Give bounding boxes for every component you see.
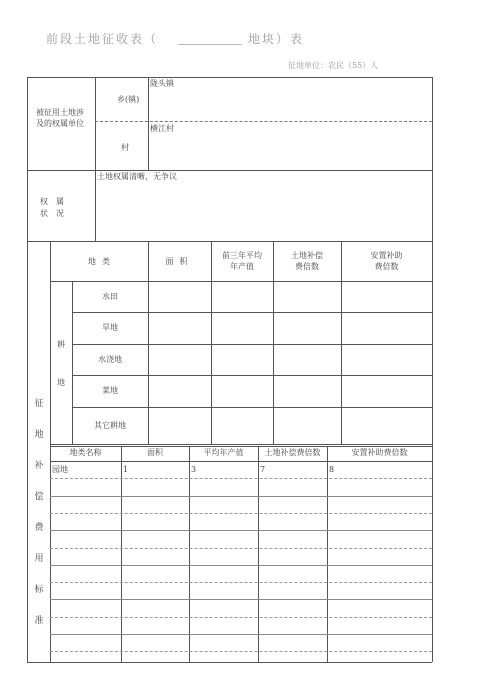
border-line (50, 565, 432, 566)
border-line (50, 634, 432, 635)
border-line (95, 77, 96, 241)
lower-table-cell: 8 (329, 465, 335, 474)
border-line (27, 662, 432, 663)
border-line (50, 651, 432, 652)
cultivated-label-2: 地 (57, 378, 65, 387)
owner-unit-label: 被征用土地涉及的权属单位 (36, 108, 84, 128)
lower-col-header: 安置补助费倍数 (351, 448, 408, 457)
cultivated-row-label: 旱地 (102, 323, 118, 332)
border-line (148, 77, 149, 170)
border-line (50, 530, 432, 531)
border-line (50, 548, 432, 549)
section-label-char: 偿 (34, 492, 44, 502)
col-header-land-type: 地类 (88, 257, 116, 266)
lower-col-header: 土地补偿费倍数 (264, 448, 321, 457)
section-label-char: 征 (34, 399, 44, 409)
title-underline (178, 44, 242, 45)
border-line (50, 446, 432, 447)
section-label-char: 准 (34, 616, 44, 626)
border-line (50, 496, 432, 497)
section-label-char: 标 (34, 585, 44, 595)
col-header-resettle-2: 费倍数 (374, 262, 399, 271)
cultivated-row-label: 水田 (102, 291, 118, 301)
lower-table-cell: 7 (260, 465, 266, 474)
village-label: 村 (121, 143, 129, 152)
border-line (432, 77, 433, 662)
section-label-char: 费 (34, 523, 44, 533)
border-line (50, 599, 432, 600)
border-line (148, 241, 149, 444)
lower-col-header: 面积 (147, 448, 163, 457)
col-header-avg-output-1: 前三年平均 (222, 251, 262, 260)
section-label-char: 地 (34, 430, 44, 440)
col-header-area: 面积 (165, 257, 194, 266)
col-header-resettle-1: 安置补助 (370, 251, 403, 260)
cultivated-label-1: 耕 (57, 340, 65, 349)
status-label: 权属状况 (40, 197, 72, 218)
border-line (50, 617, 432, 618)
cultivated-row-label: 菜地 (102, 386, 118, 395)
village-value: 横江村 (150, 124, 174, 133)
form-subtitle: 征地单位：农民（55）人 (288, 61, 379, 70)
border-line (50, 444, 432, 445)
section-label-char: 用 (34, 554, 44, 564)
border-line (50, 281, 432, 282)
border-line (95, 121, 432, 122)
border-line (50, 461, 432, 462)
border-line (27, 77, 432, 78)
col-header-avg-output-2: 年产值 (230, 262, 254, 271)
lower-col-header: 地类名称 (69, 448, 102, 457)
title-left: 前段土地征收表（ (46, 32, 159, 46)
border-line (72, 312, 432, 313)
col-header-land-comp-1: 土地补偿 (291, 251, 323, 260)
cultivated-row-label: 其它耕地 (94, 420, 126, 430)
border-line (72, 407, 432, 408)
lower-col-header: 平均年产值 (203, 448, 244, 457)
township-label: 乡(镇) (117, 95, 140, 104)
border-line (72, 375, 432, 376)
border-line (72, 344, 432, 345)
lower-table-cell: 园地 (52, 465, 68, 474)
col-header-land-comp-2: 费倍数 (295, 262, 319, 271)
township-value: 陇头镇 (150, 79, 174, 88)
lower-table-cell: 1 (123, 465, 129, 474)
cultivated-row-label: 水浇地 (98, 354, 122, 364)
title-right: 地块）表 (248, 32, 305, 46)
border-line (50, 478, 432, 479)
status-value: 土地权属清晰，无争议 (97, 172, 177, 181)
border-line (27, 241, 432, 242)
lower-table-cell: 3 (191, 465, 197, 474)
border-line (50, 513, 432, 514)
border-line (27, 77, 28, 662)
border-line (27, 170, 432, 171)
section-label-char: 补 (34, 461, 44, 471)
border-line (50, 582, 432, 583)
